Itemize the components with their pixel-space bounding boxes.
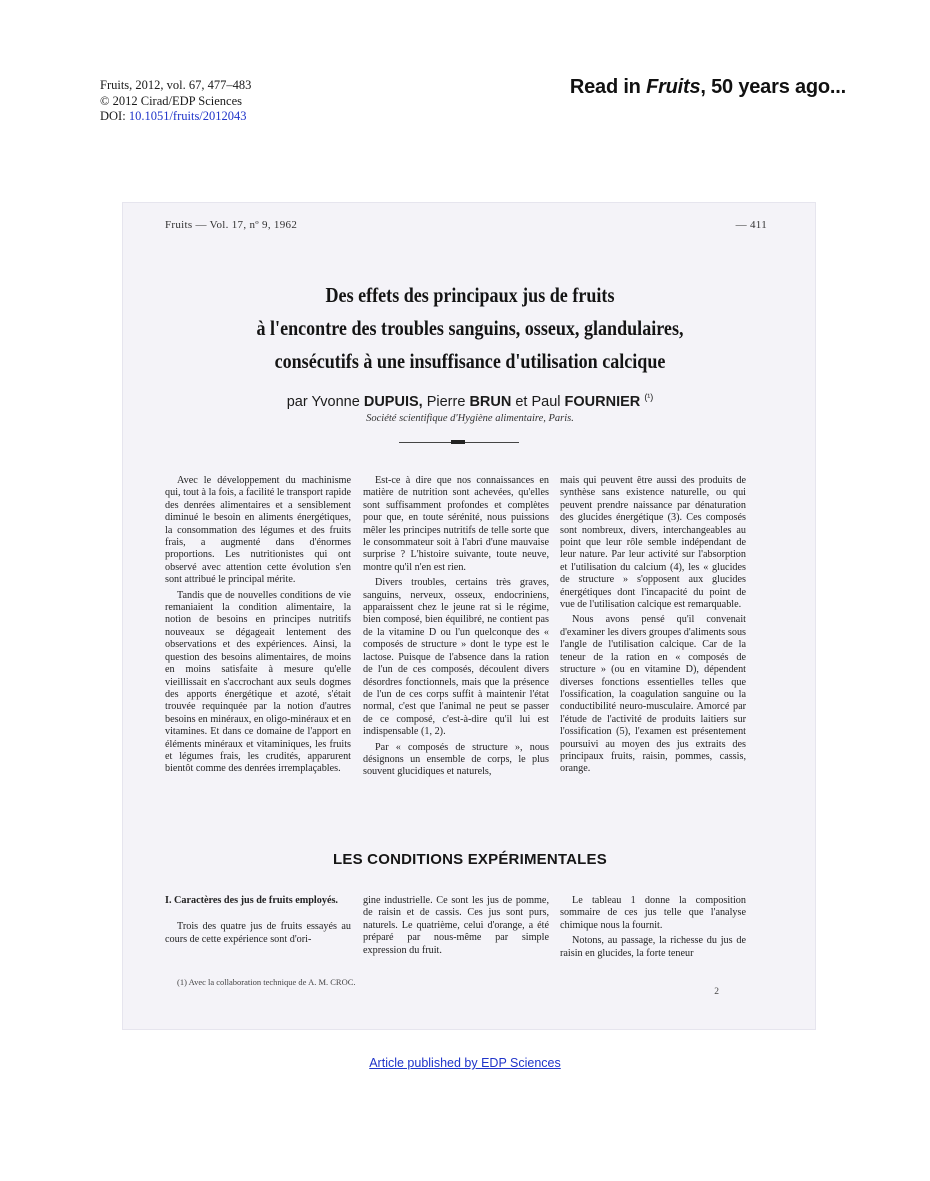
body-column-1 (165, 475, 351, 779)
subsection-heading: I. Caractères des jus de fruits employés. (165, 895, 338, 906)
title-ornament (399, 441, 519, 444)
doi-label: DOI: (100, 109, 129, 123)
paragraph: Le tableau 1 donne la composition sommaire de ces jus telle que l'analyse chimique nous la fournit. (560, 895, 746, 931)
header-title-prefix: Read in (569, 76, 647, 98)
paragraph: Nous avons pensé qu'il convenait d'examiner les divers groupes d'aliments sous l'angle de l'utilisation calcique. Car de la teneur de la ration en « composés de structure » (ou en vitamine D), dépendent diverses fonctions essentielles telles que l'ossification, la coagulation sanguine ou la conductibilité neuro-musculaire. Amorcé par l'étude de l'activité de produits laitiers sur l'ossification (5), l'examen est présentement poursuivi au moyen des jus extraits des principaux fruits, raisin, pommes, cassis, orange. (560, 614, 746, 775)
author-1-first: Yvonne (311, 393, 360, 410)
authors-et: et (515, 393, 528, 410)
affiliation: Société scientifique d'Hygiène alimentaire, Paris. (366, 413, 574, 424)
paragraph: Divers troubles, certains très graves, sanguins, nerveux, osseux, endocriniens, apparaissent chez le jeune rat si le régime, bien composé, bien équilibré, ne contient pas de la vitamine D ou l'un quelconque des « composés de structure » dont le type est le lactose. Puisque de l'absence dans la ration de l'un de ces composés, découlent divers désordres fonctionnels, mais que la présence de l'un de ces corps suffit à maintenir l'état normal, c'est que l'animal ne peut se passer de ce composé, c'est-à-dire qu'il lui est indispensable (1, 2). (363, 577, 549, 738)
paragraph: Tandis que de nouvelles conditions de vie remaniaient la condition alimentaire, la notion de besoins en principes nutritifs nouveaux se dégageait lentement des observations et des expériences. Ainsi, la question des besoins alimentaires, de moins en moins satisfaite à mesure qu'elle vieillissait en s'accrochant aux seuls dogmes des apports énergétique et azoté, s'était trouvée requinquée par la notion d'autres besoins en minéraux, en oligo-minéraux et en vitamines. Et dans ce domaine de l'apport en éléments minéraux et vitaminiques, les fruits et légumes frais, les crudités, apparurent bientôt comme des denrées irremplaçables. (165, 589, 351, 775)
citation-copyright: © 2012 Cirad/EDP Sciences (100, 93, 242, 108)
publisher-link[interactable]: Article published by EDP Sciences (369, 1056, 561, 1070)
paragraph: gine industrielle. Ce sont les jus de pomme, de raisin et de cassis. Ces jus sont purs, naturels. Le quatrième, celui d'orange, a été préparé par nous-même par simple expression du fruit. (363, 895, 549, 956)
author-1-last: DUPUIS, (363, 393, 423, 410)
ornament-center (451, 440, 465, 444)
paragraph: Est-ce à dire que nos connaissances en matière de nutrition sont achevées, qu'elles sont suffisamment profondes et complètes pour que, en toute sérénité, nous puissions mêler les principes nutritifs de telle sorte que le consommateur soit à l'abri d'une mauvaise surprise ? L'histoire suivante, toute neuve, montre qu'il n'en est rien. (363, 475, 549, 573)
article-title-line: consécutifs à une insuffisance d'utilisation calcique (274, 349, 666, 373)
citation-journal: Fruits, 2012, vol. 67, 477–483 (100, 78, 252, 92)
section-column-2 (363, 895, 549, 960)
paragraph: Avec le développement du machinisme qui, tout à la fois, a facilité le transport rapide des denrées alimentaires et a sensiblement diminué le besoin en aliments énergétiques, la consommation des légumes et des fruits frais, a augmenté dans d'énormes proportions. Les nutritionistes qui ont observé avec attention cette évolution s'en sont attribué le principal mérite. (165, 475, 351, 586)
header-title (570, 76, 846, 99)
paragraph: mais qui peuvent être aussi des produits de synthèse sans existence naturelle, ou qui peuvent prendre naissance par dénaturation des glucides énergétique (3). Ces composés sont nombreux, divers, interchangeables au point que leur rôle semble indépendant de leur nature. Par leur activité sur l'absorption et l'utilisation du calcium (4), les « glucides de structure » s'opposent aux glucides énergétiques dont l'incapacité du point de vue de l'utilisation calcique est remarquable. (560, 475, 746, 611)
paragraph: Notons, au passage, la richesse du jus de raisin en glucides, la forte teneur (560, 935, 746, 959)
authors-line (123, 392, 817, 410)
page-number: 2 (714, 987, 719, 997)
author-3-first: Paul (531, 393, 561, 410)
running-header-right: — 411 (735, 219, 767, 231)
body-column-2 (363, 475, 549, 782)
running-header-left: Fruits — Vol. 17, nº 9, 1962 (165, 219, 298, 231)
footnote: (1) Avec la collaboration technique de A. M. CROC. (177, 977, 356, 987)
authors-par: par (286, 393, 308, 410)
citation-block (100, 78, 251, 125)
article-title-line: Des effets des principaux jus de fruits (325, 283, 615, 307)
citation-doi (100, 109, 251, 125)
section-column-1 (165, 895, 351, 949)
author-footnote-marker: (¹) (644, 392, 654, 402)
doi-link[interactable]: 10.1051/fruits/2012043 (128, 109, 247, 123)
author-3-last: FOURNIER (564, 393, 641, 410)
section-column-3 (560, 895, 746, 963)
body-column-3 (560, 475, 746, 779)
article-title (172, 279, 769, 378)
scanned-page (122, 202, 816, 1030)
author-2-first: Pierre (426, 393, 466, 410)
paragraph: Trois des quatre jus de fruits essayés au cours de cette expérience sont d'ori- (165, 921, 351, 945)
header-title-suffix: , 50 years ago... (700, 76, 846, 98)
header-title-journal: Fruits (646, 76, 701, 98)
paragraph: Par « composés de structure », nous désignons un ensemble de corps, le plus souvent glucidiques et naturels, (363, 741, 549, 778)
author-2-last: BRUN (469, 393, 512, 410)
section-heading: LES CONDITIONS EXPÉRIMENTALES (333, 851, 607, 868)
article-title-line: à l'encontre des troubles sanguins, osseux, glandulaires, (256, 316, 684, 340)
